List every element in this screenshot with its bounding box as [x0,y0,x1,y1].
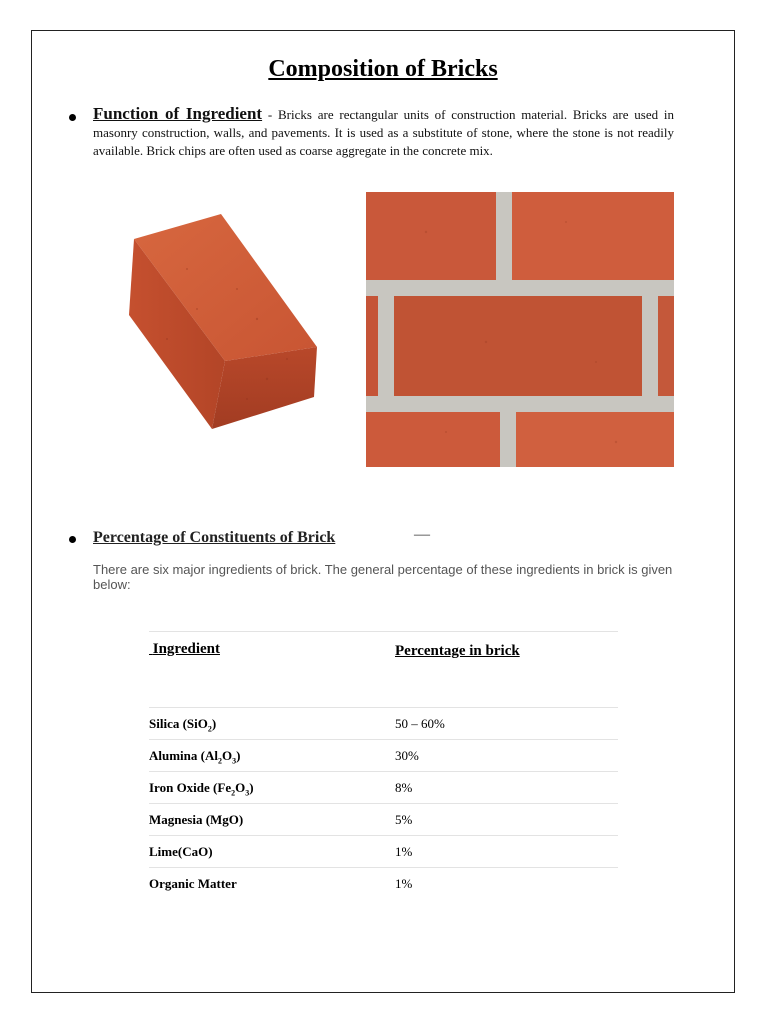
constituents-paragraph: There are six major ingredients of brick. The general percentage of these ingredients in brick is given below: [93,562,673,592]
ingredient-cell [149,772,395,804]
ingredient-name: Alumina (Al [149,748,218,763]
page-title: Composition of Bricks [268,56,498,82]
header-ingredient-label: Ingredient [152,641,220,657]
function-body: Bricks are rectangular units of construction material. Bricks are used in masonry construction, walls, and pavements. It is used as a substitute of stone, where the stone is not readily available. Brick chips are often used as coarse aggregate in the concrete mix. [93,107,674,158]
percentage-cell: 50 – 60% [395,708,618,740]
table-row [149,740,618,772]
subscript: 3 [245,788,250,798]
function-separator: - [267,107,273,122]
subscript: 2 [207,724,212,734]
percentage-cell: 5% [395,804,618,836]
ingredient-mid: O [221,748,233,763]
table-row [149,868,618,900]
percentage-cell: 1% [395,868,618,900]
percentage-cell: 8% [395,772,618,804]
header-ingredient [149,632,395,708]
bullet-icon [69,536,76,543]
table-row [149,772,618,804]
bullet-icon [69,114,76,121]
table-header-row [149,632,618,708]
subscript: 2 [217,756,222,766]
table-row [149,804,618,836]
function-heading: Function of Ingredient [93,104,263,123]
table-row [149,708,618,740]
function-paragraph [93,105,674,160]
ingredient-close: ) [236,748,241,763]
ingredient-close: ) [211,716,217,731]
ingredient-mid: O [235,780,246,795]
ingredient-cell: Organic Matter [149,868,395,900]
constituents-heading: Percentage of Constituents of Brick [93,529,336,546]
percentage-cell: 30% [395,740,618,772]
ingredients-table [149,631,618,900]
single-brick-image [127,209,324,433]
header-percentage: Percentage in brick [395,632,618,708]
percentage-cell: 1% [395,836,618,868]
ingredient-name: Iron Oxide (Fe [149,780,232,795]
ingredient-cell: Magnesia (MgO) [149,804,395,836]
subscript: 2 [231,788,236,798]
ingredient-name: Silica (SiO [149,716,208,731]
ingredient-cell [149,740,395,772]
document-page [31,30,735,993]
subscript: 3 [232,756,237,766]
ingredient-close: ) [249,780,254,795]
table-row [149,836,618,868]
brick-wall-image [366,192,674,467]
ingredient-cell [149,708,395,740]
ingredient-cell: Lime(CaO) [149,836,395,868]
constituents-dash: — [414,526,430,543]
